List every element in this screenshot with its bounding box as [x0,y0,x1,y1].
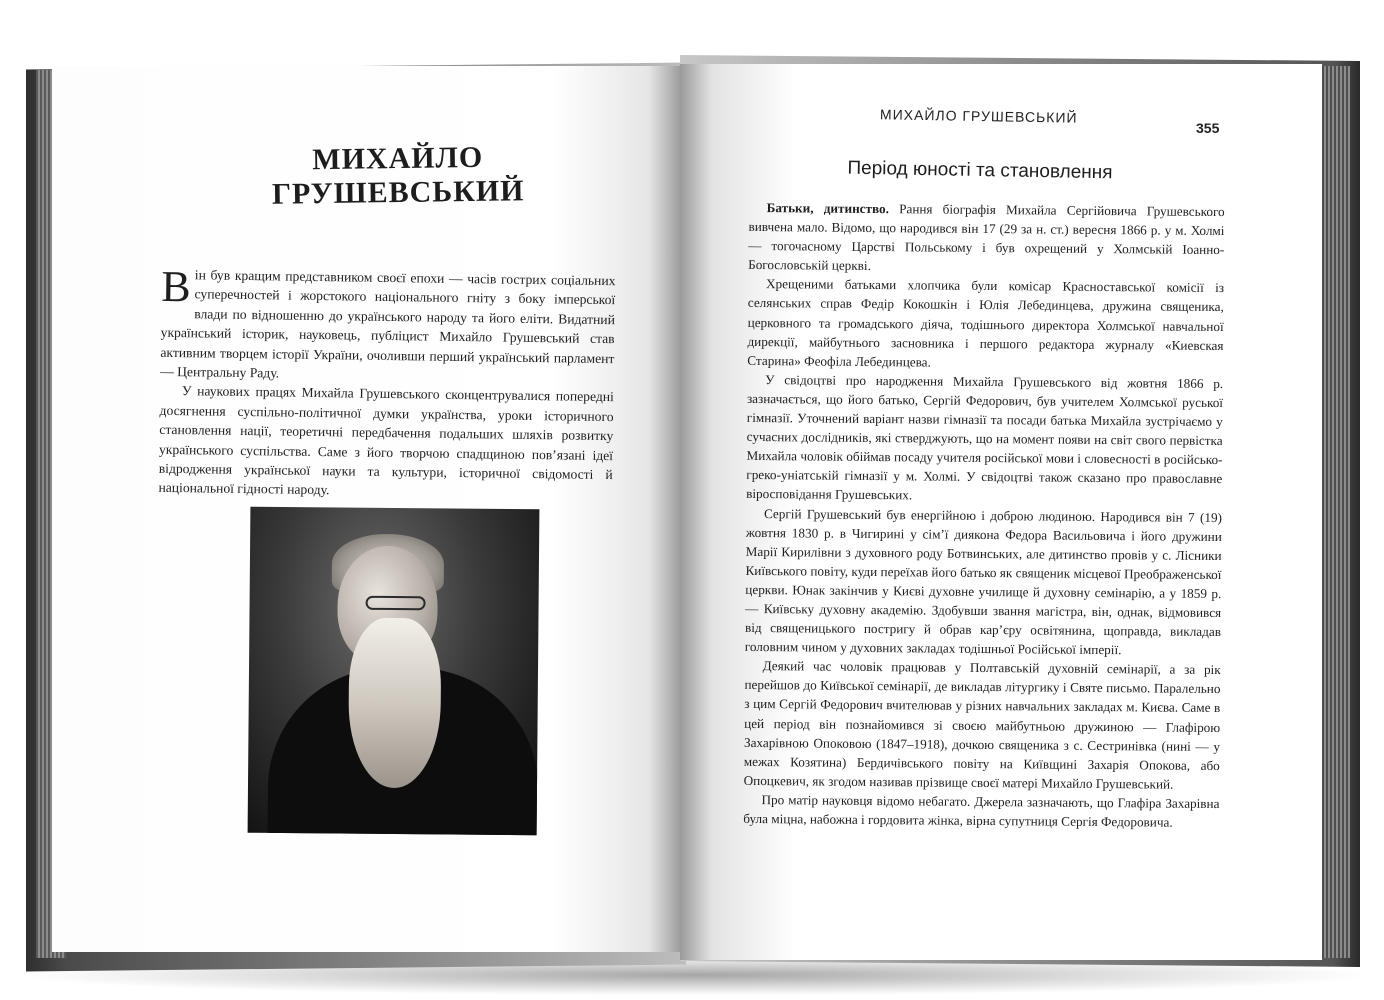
page-number: 355 [1196,120,1220,136]
glasses-icon [366,596,426,611]
body-paragraph: Сергій Грушевський був енергійною і доброю людиною. Народився він 7 (19) жовтня 1830 р. в Чигирині у сім’ї диякона Федора Васильовича і його дружини Марії Кирилівни з духовного роду Ботвинських, але дитинство провів у с. Лісники Київського повіту, куди переїхав його батько як священик місцевої Преображенської церкви. Юнак закінчив у Києві духовне училище й духовну семінарію, а у 1859 р. — Київську духовну академію. Здобувши звання магістра, він, однак, відмовився від священицького постригу й обрав кар’єру освітянина, щоправда, викладав головним чином у духовних закладах тодішньої Російської імперії. [744,505,1223,658]
intro-paragraph-text: ін був кращим представником своєї епохи — часів гострих соціальних суперечностей і жорстокого національного гніту з боку імперської влади по відношенню до українського народу та його еліти. Видатний український історик, науковець, публіцист Михайло Грушевський став активним творцем історії України, очоливши перший український парламент — Центральну Раду. [160,267,616,381]
body-paragraph: Хрещеними батьками хлопчика були комісар Красноставської комісії із селянських справ Федір Кокошкін і Юлія Лебединцева, дружина священика, церковного та громадського діяча, тодішнього директора Холмської навчальної дирекції, майбутнього засновника і першого редактора журналу «Киевская Старина» Феофіла Лебединцева. [747,276,1225,370]
intro-paragraph [160,261,616,388]
body-paragraph: У свідоцтві про народження Михайла Грушевського від жовтня 1866 р. зазначається, що його батько, Сергій Федорович, був учителем Холмської руської гімназії. Уточнений варіант назви гімназії та посади батька Михайла зустрічаємо у сучасних дослідників, які стверджують, що на момент появи на світ свого первістка Михайла чоловік обіймав посаду учителя російської мови і словесності в російсько-греко-уніатській гімназії у м. Холмі. У свідоцтві також сказано про православне віросповідання Грушевських. [746,371,1224,503]
intro-paragraph: У наукових працях Михайла Грушевського сконцентрувалися попередні досягнення суспільно-політичної думки українства, уроки історичного становлення нації, теоретичні передбачення подальших шляхів розвитку українського суспільства. Саме з його творчою спадщиною пов’язані ідеї відродження української науки та культури, історичної свідомості й національної гідності народу. [158,383,614,498]
body-paragraph-text: Рання біографія Михайла Сергійовича Грушевського вивчена мало. Відомо, що народився він 17 (29 за н. ст.) вересня 1866 р. у м. Холмі — тогочасному Царстві Польському і був охрещений у Холмській Іоанно-Богословській церкві. [748,201,1225,274]
intro-text [158,261,616,504]
right-page [680,64,1322,960]
body-paragraph: Деякий час чоловік працював у Полтавській духовній семінарії, а за рік перейшов до Київської семінарії, де викладав літургику і Святе письмо. Паралельно з цим Сергій Федорович вчителював у різних навчальних закладах м. Києва. Саме в цей період він познайомився зі своєю майбутньою дружиною — Глафірою Захарівною Опоковою (1847–1918), дочкою священика з с. Сестринівка (нині — у межах Козятина) Бердичівського повіту на Київщині Захарія Опокова, або Опоцкевич, як згодом називав прізвище своєї матері Михайло Грушевський. [743,658,1221,792]
portrait-photo [248,507,540,836]
body-paragraph: Про матір науковця відомо небагато. Джерела зазначають, що Глафіра Захарівна була міцна, набожна і гордовита жінка, вірна супутниця Сергія Федоровича. [743,791,1220,830]
page-edges-right [1320,66,1350,958]
body-paragraph [748,198,1225,279]
chapter-title: МИХАЙЛО ГРУШЕВСЬКИЙ [271,140,525,211]
drop-cap: В [161,261,192,312]
running-head: МИХАЙЛО ГРУШЕВСЬКИЙ [879,106,1078,126]
left-page [52,66,680,952]
section-title: Період юності та становлення [847,157,1113,184]
body-text [743,198,1224,832]
paragraph-lead: Батьки, дитинство. [766,200,890,217]
